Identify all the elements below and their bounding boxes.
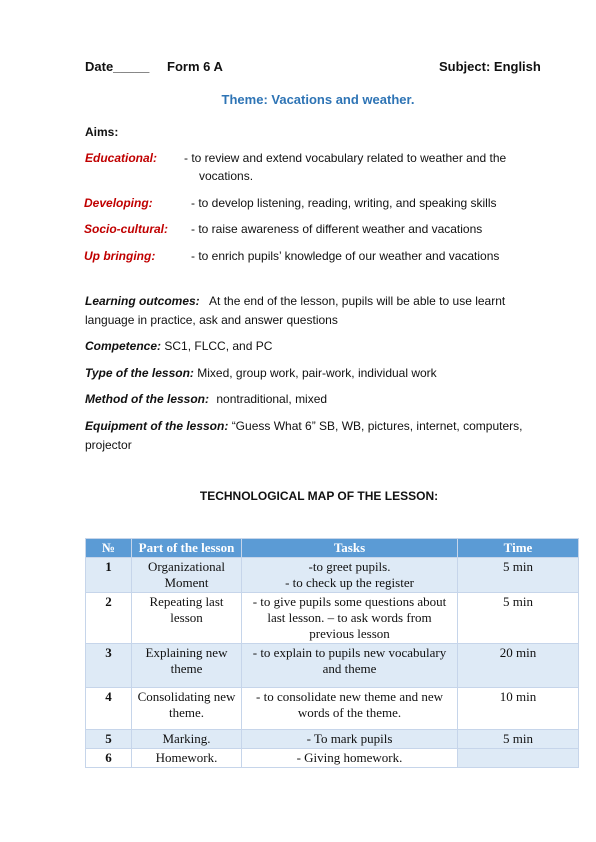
aim-text-upbringing: - to enrich pupils’ knowledge of our weather and vacations [191,249,500,263]
row-time: 20 min [458,644,579,688]
row-tasks [242,558,458,593]
table-header-row [86,539,579,558]
equipment-label: Equipment of the lesson: [85,419,229,433]
outcomes-label: Learning outcomes: [85,294,200,308]
outcomes-text-cont: language in practice, ask and answer questions [85,313,338,327]
aim-text-sociocultural: - to raise awareness of different weather and vacations [191,222,483,236]
row-time [458,749,579,768]
row-part: Repeating last lesson [132,593,242,644]
aim-text-educational-cont: vocations. [199,169,254,183]
row-number: 6 [86,749,132,768]
row-number: 3 [86,644,132,688]
aim-text-developing: - to develop listening, reading, writing, and speaking skills [191,196,497,210]
header-part: Part of the lesson [132,539,242,558]
row-number: 1 [86,558,132,593]
row-part: Organizational Moment [132,558,242,593]
row-tasks: - To mark pupils [242,730,458,749]
aim-label-developing: Developing: [84,196,153,210]
date-label: Date_____ [85,59,150,74]
learning-outcomes [85,292,555,311]
row-time: 5 min [458,730,579,749]
form-label: Form 6 A [167,59,223,74]
header-number: № [86,539,132,558]
row-tasks: - to give pupils some questions about last lesson. – to ask words from previous lesson [242,593,458,644]
table-row [86,644,579,688]
table-row [86,749,579,768]
row-time: 5 min [458,558,579,593]
subject-label: Subject: English [439,59,541,74]
method-text: nontraditional, mixed [216,392,328,406]
lesson-map-table [85,538,579,768]
table-row [86,593,579,644]
lesson-theme: Theme: Vacations and weather. [221,92,415,107]
type-line [85,364,555,383]
table-row [86,730,579,749]
table-row [86,688,579,730]
aim-label-sociocultural: Socio-cultural: [84,222,169,236]
outcomes-text: At the end of the lesson, pupils will be able to use learnt [209,294,506,308]
row-tasks: - Giving homework. [242,749,458,768]
row-task-line: - to check up the register [285,575,414,590]
type-label: Type of the lesson: [85,366,194,380]
aim-text-educational: - to review and extend vocabulary related to weather and the [184,151,507,165]
equipment-line [85,417,555,436]
method-line [85,390,555,409]
equipment-text: “Guess What 6” SB, WB, pictures, internet, computers, [231,419,523,433]
competence-line [85,337,555,356]
competence-label: Competence: [85,339,162,353]
row-part: Explaining new theme [132,644,242,688]
row-number: 5 [86,730,132,749]
row-time: 5 min [458,593,579,644]
table-row [86,558,579,593]
row-number: 2 [86,593,132,644]
row-tasks: - to explain to pupils new vocabulary and theme [242,644,458,688]
aim-label-upbringing: Up bringing: [84,249,156,263]
map-title: TECHNOLOGICAL MAP OF THE LESSON: [199,489,439,503]
header-tasks: Tasks [242,539,458,558]
equipment-text-cont: projector [85,438,132,452]
aim-label-educational: Educational: [85,151,158,165]
row-part: Consolidating new theme. [132,688,242,730]
row-part: Homework. [132,749,242,768]
competence-text: SC1, FLCC, and PC [164,339,273,353]
method-label: Method of the lesson: [85,392,209,406]
header-time: Time [458,539,579,558]
row-part: Marking. [132,730,242,749]
row-time: 10 min [458,688,579,730]
row-tasks: - to consolidate new theme and new words of the theme. [242,688,458,730]
aims-heading: Aims: [85,125,119,139]
row-number: 4 [86,688,132,730]
row-task-line: -to greet pupils. [308,559,391,574]
type-text: Mixed, group work, pair-work, individual work [197,366,437,380]
